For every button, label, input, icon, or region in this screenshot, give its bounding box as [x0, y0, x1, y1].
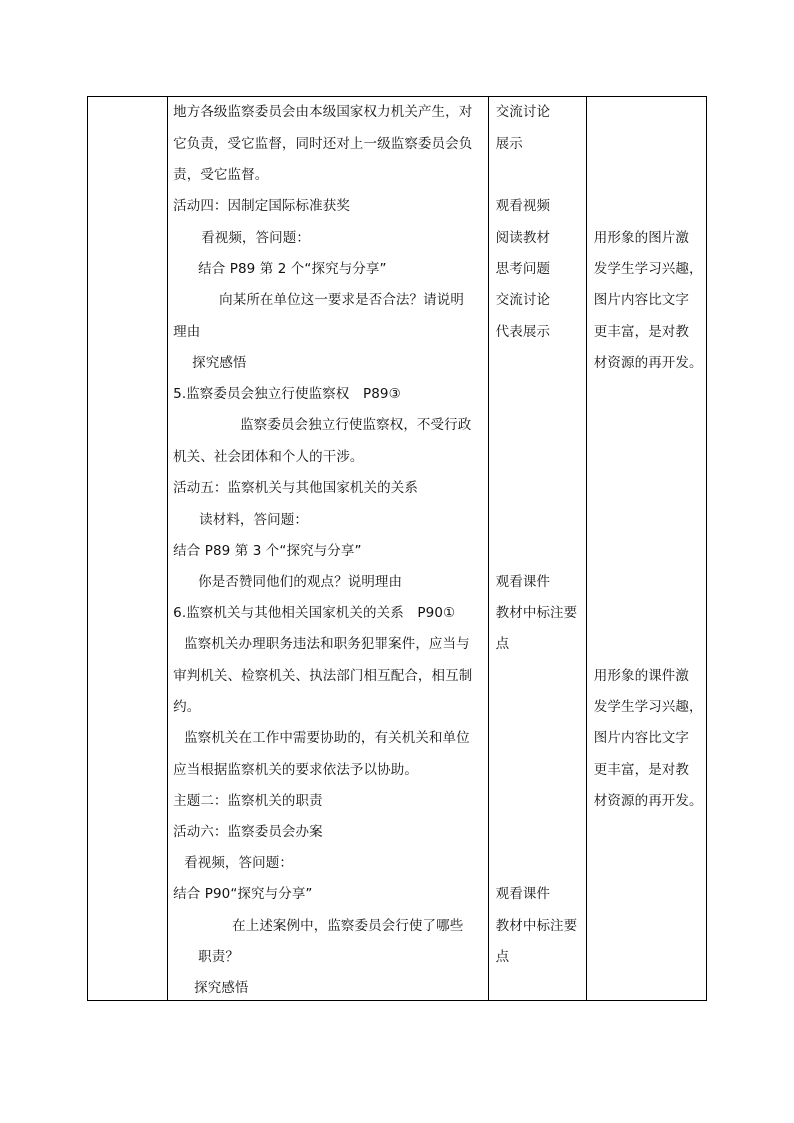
activity-line: 观看视频: [495, 198, 551, 214]
design-intent-cell: [586, 97, 706, 1001]
table-row: [88, 97, 707, 1001]
question-line: 理由: [173, 324, 201, 340]
activity-line: 交流讨论: [495, 104, 551, 120]
activity-heading: 活动六：监察委员会办案: [173, 824, 323, 840]
intent-line: 用形象的图片激: [593, 230, 689, 246]
content-line: 结合 P89 第 2 个“探究与分享”: [198, 261, 387, 277]
section-heading: 6.监察机关与其他相关国家机关的关系 P90①: [173, 605, 456, 621]
content-line: 监察机关办理职务违法和职务犯罪案件，应当与: [184, 636, 470, 652]
topic-heading: 主题二：监察机关的职责: [173, 793, 323, 809]
activity-heading: 活动五：监察机关与其他国家机关的关系: [173, 480, 418, 496]
content-line: 它负责，受它监督，同时还对上一级监察委员会负: [173, 136, 473, 152]
content-line: 看视频，答问题：: [184, 855, 293, 871]
intent-line: 材资源的再开发。: [593, 355, 703, 371]
intent-line: 图片内容比文字: [593, 730, 689, 746]
activity-line: 观看课件: [495, 886, 551, 902]
activity-line: 交流讨论: [495, 292, 551, 308]
question-line: 职责？: [198, 949, 239, 965]
question-line: 向某所在单位这一要求是否合法？请说明: [219, 292, 464, 308]
content-line: 责，受它监督。: [173, 167, 269, 183]
content-line: 看视频，答问题：: [201, 230, 310, 246]
content-line: 探究感悟: [192, 355, 247, 371]
intent-line: 材资源的再开发。: [593, 793, 703, 809]
activity-line: 阅读教材: [495, 230, 551, 246]
content-line: 结合 P89 第 3 个“探究与分享”: [173, 543, 362, 559]
content-line: 结合 P90“探究与分享”: [173, 886, 313, 902]
intent-line: 发学生学习兴趣，: [593, 261, 703, 277]
activity-line: 思考问题: [495, 261, 551, 277]
activity-line: 展示: [495, 136, 523, 152]
section-heading: 5.监察委员会独立行使监察权 P89③: [173, 386, 401, 402]
activity-line: 点: [495, 949, 510, 965]
content-line: 探究感悟: [194, 980, 249, 996]
content-line: 地方各级监察委员会由本级国家权力机关产生，对: [173, 104, 473, 120]
intent-line: 发学生学习兴趣，: [593, 699, 703, 715]
intent-line: 更丰富，是对教: [593, 762, 689, 778]
activity-line: 代表展示: [495, 324, 551, 340]
student-activity-cell: [488, 97, 586, 1001]
intent-line: 更丰富，是对教: [593, 324, 689, 340]
content-line: 机关、社会团体和个人的干涉。: [173, 449, 364, 465]
content-line: 监察机关在工作中需要协助的，有关机关和单位: [184, 730, 470, 746]
content-line: 应当根据监察机关的要求依法予以协助。: [173, 762, 418, 778]
content-line: 约。: [173, 699, 201, 715]
content-line: 监察委员会独立行使监察权，不受行政: [240, 417, 472, 433]
activity-line: 观看课件: [495, 574, 551, 590]
activity-heading: 活动四：因制定国际标准获奖: [173, 198, 350, 214]
content-line: 审判机关、检察机关、执法部门相互配合，相互制: [173, 668, 473, 684]
activity-line: 教材中标注要: [495, 605, 578, 621]
activity-line: 点: [495, 636, 510, 652]
intent-line: 图片内容比文字: [593, 292, 689, 308]
blank-column-cell: [88, 97, 168, 1001]
lesson-plan-table: [87, 96, 707, 1001]
question-line: 在上述案例中，监察委员会行使了哪些: [232, 918, 464, 934]
question-line: 你是否赞同他们的观点？说明理由: [198, 574, 403, 590]
teaching-content-cell: [168, 97, 489, 1001]
activity-line: 教材中标注要: [495, 918, 578, 934]
intent-line: 用形象的课件激: [593, 668, 689, 684]
content-line: 读材料，答问题：: [199, 512, 308, 528]
